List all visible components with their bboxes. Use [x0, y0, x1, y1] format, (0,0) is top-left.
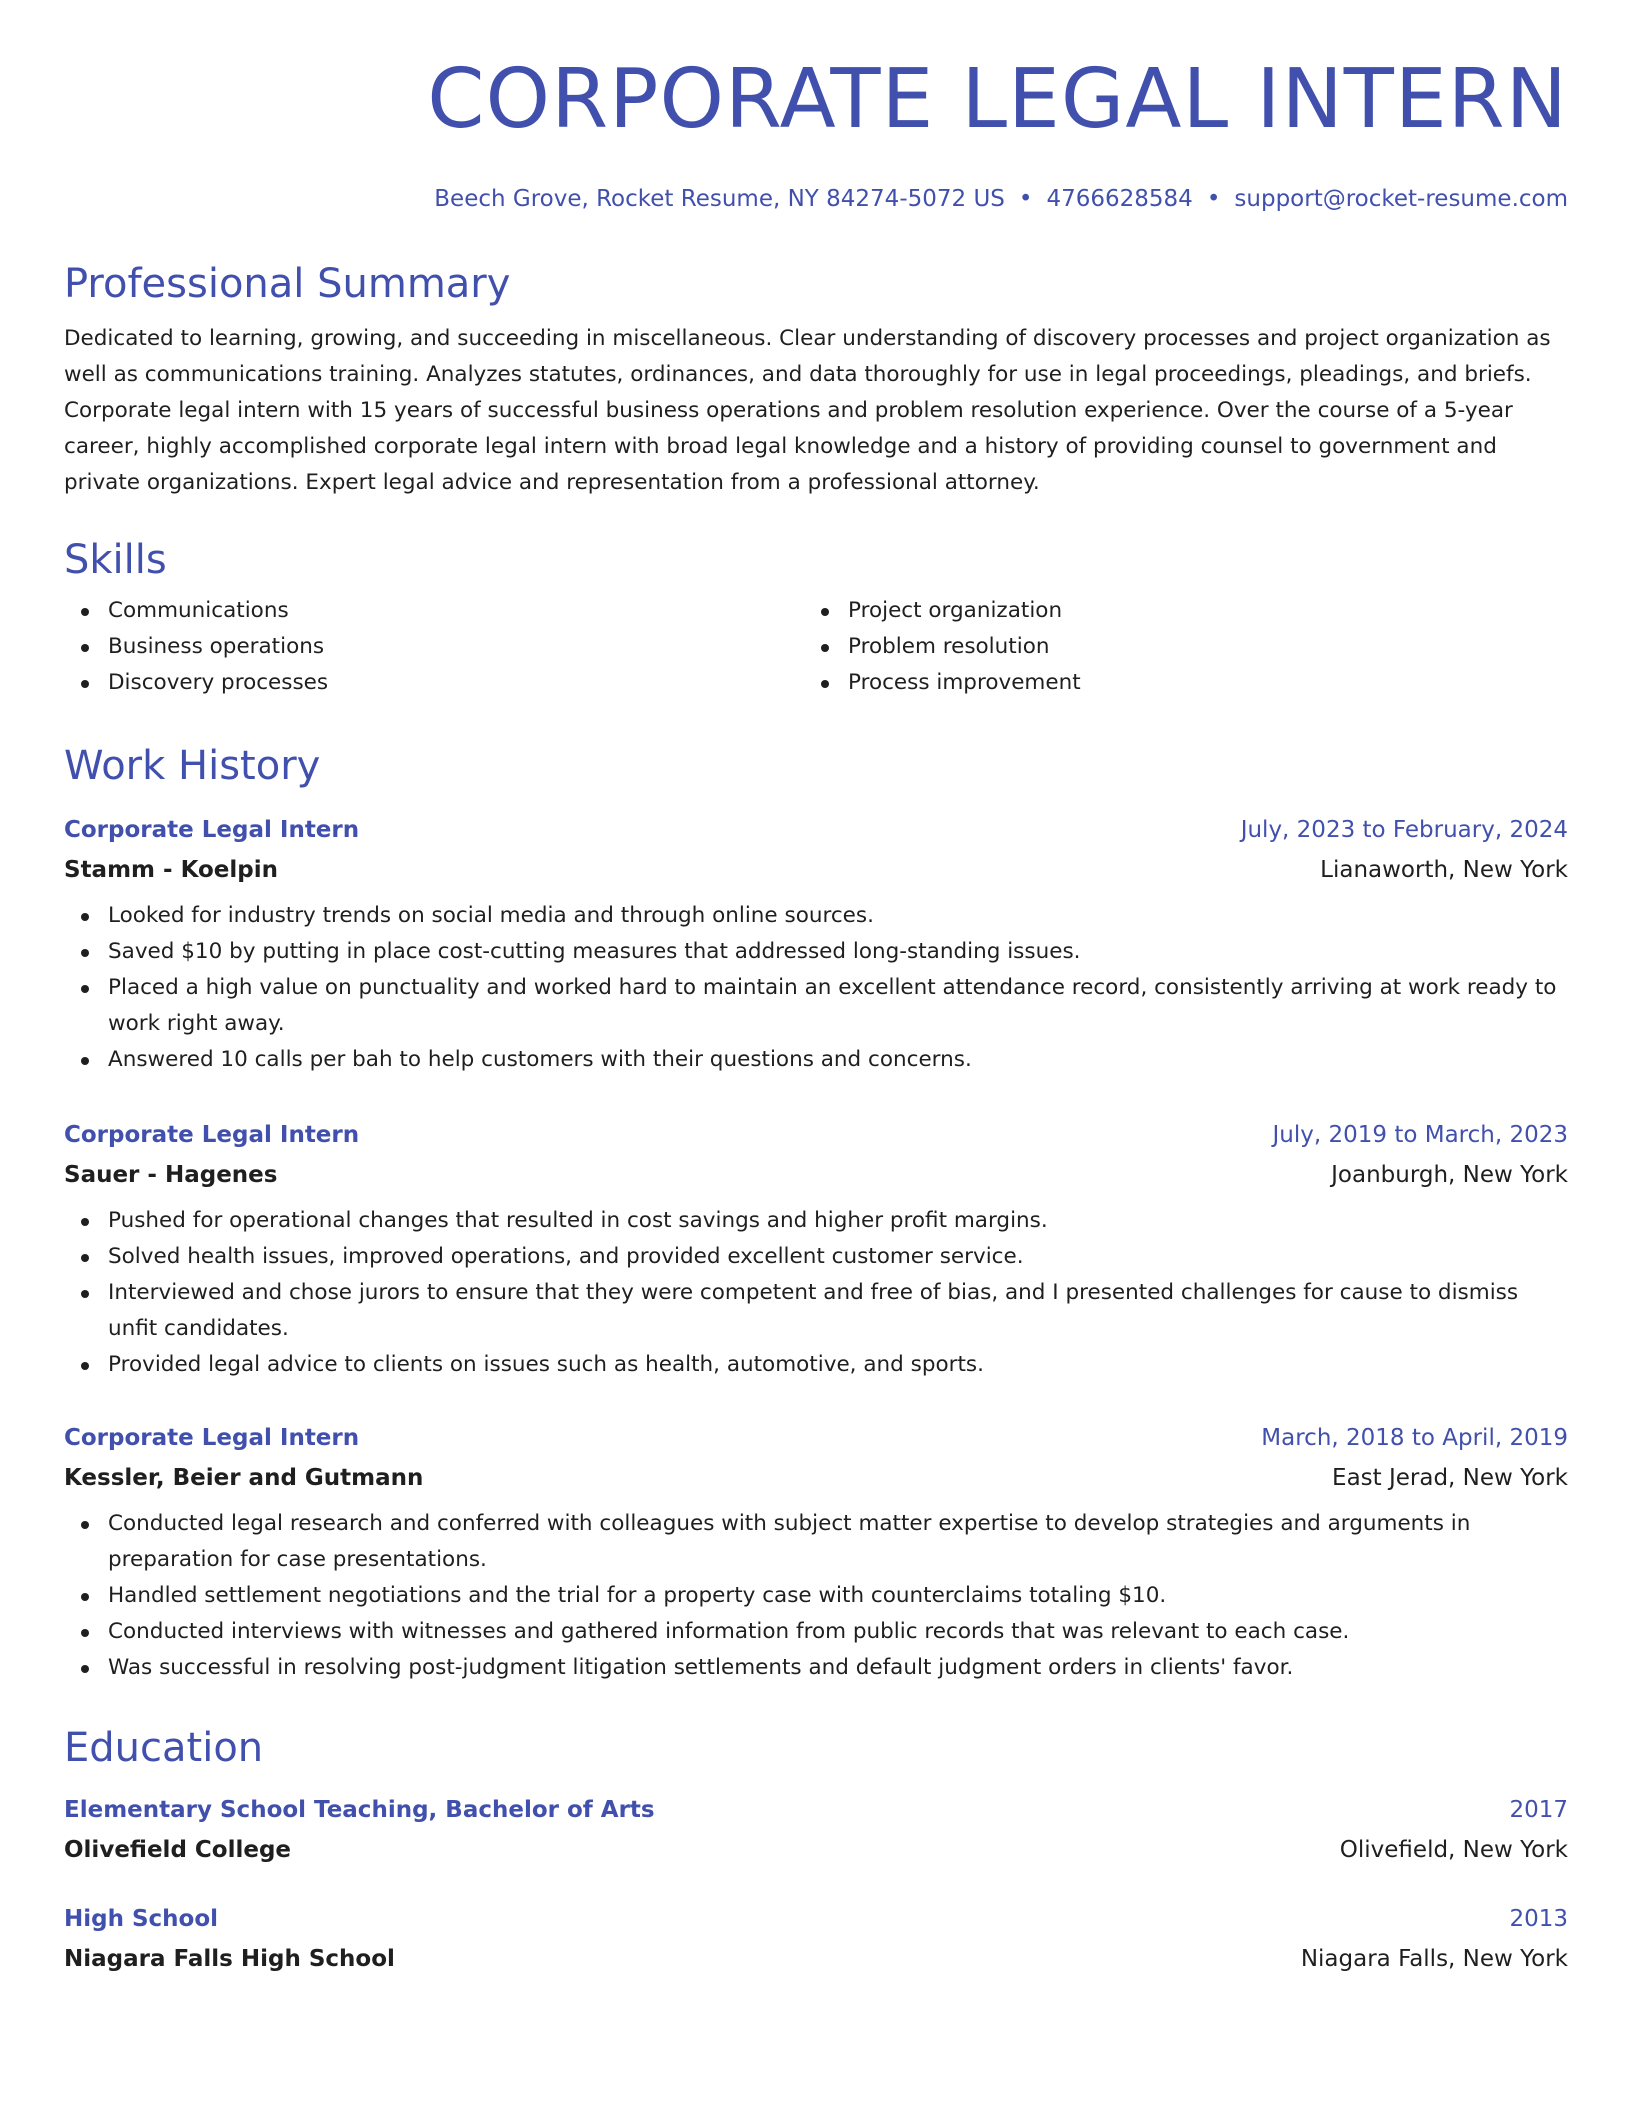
job-header-row: [64, 810, 1568, 850]
skill-item: Business operations: [64, 629, 804, 665]
job-company-row: [64, 850, 1568, 890]
job-bullet: Provided legal advice to clients on issues such as health, automotive, and sports.: [64, 1347, 1568, 1383]
education-school: Olivefield College: [64, 1837, 292, 1863]
job-bullet: Placed a high value on punctuality and worked hard to maintain an excellent attendance record, consistently arriving at work ready to work right away.: [64, 970, 1568, 1042]
skill-item: Project organization: [804, 593, 1544, 629]
education-location: Niagara Falls, New York: [1300, 1946, 1568, 1972]
education-header-row: [64, 1899, 1568, 1939]
resume-header: [64, 0, 1568, 214]
skills-section: [64, 535, 1568, 701]
section-title-work-history: Work History: [64, 743, 321, 789]
education-entry: [64, 1899, 1568, 1979]
education-school-row: [64, 1939, 1568, 1979]
job-bullets: [64, 1203, 1568, 1383]
job-bullet: Interviewed and chose jurors to ensure that they were competent and free of bias, and I presented challenges for cause to dismiss unfit candidates.: [64, 1275, 1568, 1347]
job-header-row: [64, 1115, 1568, 1155]
education-location: Olivefield, New York: [1339, 1837, 1568, 1863]
job-company: Sauer - Hagenes: [64, 1162, 278, 1188]
contact-line: [64, 184, 1568, 214]
job-bullet: Solved health issues, improved operations, and provided excellent customer service.: [64, 1239, 1568, 1275]
job-title: Corporate Legal Intern: [64, 1122, 360, 1148]
skills-list: [64, 593, 1568, 701]
job-bullets: [64, 898, 1568, 1078]
job-bullet: Saved $10 by putting in place cost-cutting measures that addressed long-standing issues.: [64, 934, 1568, 970]
job-entry: [64, 1418, 1568, 1686]
job-bullet: Was successful in resolving post-judgment litigation settlements and default judgment orders in clients' favor.: [64, 1650, 1568, 1686]
job-location: Joanburgh, New York: [1331, 1162, 1568, 1188]
summary-text: Dedicated to learning, growing, and succeeding in miscellaneous. Clear understanding of discovery processes and project organization as well as communications training. Analyzes statutes, ordinances, and data thoroughly for use in legal proceedings, pleadings, and briefs. Corporate legal intern with 15 years of successful business operations and problem resolution experience. Over the course of a 5-year career, highly accomplished corporate legal intern with broad legal knowledge and a history of providing counsel to government and private organizations. Expert legal advice and representation from a professional attorney.: [64, 326, 1551, 495]
job-bullet: Handled settlement negotiations and the trial for a property case with counterclaims totaling $10.: [64, 1578, 1568, 1614]
contact-address: Beech Grove, Rocket Resume, NY 84274-5072 US: [434, 186, 1005, 212]
candidate-name: CORPORATE LEGAL INTERN: [427, 52, 1568, 147]
job-bullet: Looked for industry trends on social media and through online sources.: [64, 898, 1568, 934]
job-entry: [64, 1115, 1568, 1383]
job-title: Corporate Legal Intern: [64, 1425, 360, 1451]
job-company-row: [64, 1458, 1568, 1498]
skill-item: Process improvement: [804, 665, 1544, 701]
section-title-skills: Skills: [64, 537, 167, 583]
job-company-row: [64, 1155, 1568, 1195]
education-year: 2013: [1509, 1906, 1568, 1932]
education-section: [64, 1723, 1568, 1773]
job-company: Stamm - Koelpin: [64, 857, 278, 883]
education-year: 2017: [1509, 1797, 1568, 1823]
job-bullet: Conducted legal research and conferred with colleagues with subject matter expertise to develop strategies and arguments in preparation for case presentations.: [64, 1506, 1568, 1578]
job-dates: July, 2019 to March, 2023: [1272, 1122, 1568, 1148]
job-bullet: Conducted interviews with witnesses and gathered information from public records that was relevant to each case.: [64, 1614, 1568, 1650]
education-school-row: [64, 1830, 1568, 1870]
education-entry: [64, 1790, 1568, 1870]
education-school: Niagara Falls High School: [64, 1946, 395, 1972]
contact-email[interactable]: support@rocket-resume.com: [1234, 186, 1568, 212]
contact-phone: 4766628584: [1046, 186, 1193, 212]
section-title-summary: Professional Summary: [64, 261, 511, 307]
job-title: Corporate Legal Intern: [64, 817, 360, 843]
contact-separator: •: [1206, 186, 1221, 212]
work-history-section: [64, 741, 1568, 791]
job-bullet: Answered 10 calls per bah to help customers with their questions and concerns.: [64, 1042, 1568, 1078]
job-dates: March, 2018 to April, 2019: [1261, 1425, 1568, 1451]
education-degree: High School: [64, 1906, 219, 1932]
job-dates: July, 2023 to February, 2024: [1240, 817, 1568, 843]
job-header-row: [64, 1418, 1568, 1458]
job-bullet: Pushed for operational changes that resulted in cost savings and higher profit margins.: [64, 1203, 1568, 1239]
job-entry: [64, 810, 1568, 1078]
job-location: Lianaworth, New York: [1320, 857, 1568, 883]
section-title-education: Education: [64, 1725, 264, 1771]
skill-item: Communications: [64, 593, 804, 629]
education-degree: Elementary School Teaching, Bachelor of Arts: [64, 1797, 655, 1823]
skills-column-right: [804, 593, 1544, 701]
job-company: Kessler, Beier and Gutmann: [64, 1465, 424, 1491]
job-location: East Jerad, New York: [1332, 1465, 1568, 1491]
skills-column-left: [64, 593, 804, 701]
education-header-row: [64, 1790, 1568, 1830]
skill-item: Problem resolution: [804, 629, 1544, 665]
summary-section: [64, 259, 1568, 501]
contact-separator: •: [1018, 186, 1033, 212]
job-bullets: [64, 1506, 1568, 1686]
skill-item: Discovery processes: [64, 665, 804, 701]
